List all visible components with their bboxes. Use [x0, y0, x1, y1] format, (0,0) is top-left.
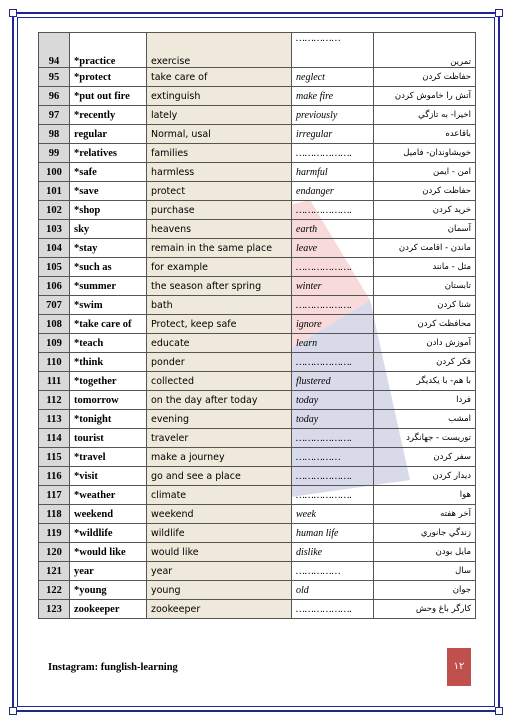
row-persian: اخيرا- به تازگي: [374, 106, 476, 125]
row-persian: خريد کردن: [374, 201, 476, 220]
row-word: *wildlife: [70, 524, 147, 543]
row-word: *visit: [70, 467, 147, 486]
row-word: *swim: [70, 296, 147, 315]
row-word: *take care of: [70, 315, 147, 334]
row-persian: تمرين: [374, 33, 476, 68]
row-number: 97: [39, 106, 70, 125]
row-antonym: make fire: [292, 87, 374, 106]
row-word: *safe: [70, 163, 147, 182]
row-synonym: weekend: [147, 505, 292, 524]
row-persian: سال: [374, 562, 476, 581]
table-row: [39, 315, 476, 334]
row-persian: هوا: [374, 486, 476, 505]
table-row: [39, 543, 476, 562]
row-synonym: young: [147, 581, 292, 600]
row-antonym: ……………: [292, 448, 374, 467]
instagram-handle: Instagram: funglish-learning: [48, 662, 178, 673]
row-persian: زندگي جانوري: [374, 524, 476, 543]
row-persian: مايل بودن: [374, 543, 476, 562]
row-number: 95: [39, 68, 70, 87]
row-antonym: ……………….: [292, 467, 374, 486]
row-number: 99: [39, 144, 70, 163]
row-number: 115: [39, 448, 70, 467]
table-row: [39, 33, 476, 68]
row-number: 118: [39, 505, 70, 524]
row-synonym: would like: [147, 543, 292, 562]
row-synonym: year: [147, 562, 292, 581]
table-row: [39, 201, 476, 220]
table-row: [39, 68, 476, 87]
row-word: *practice: [70, 33, 147, 68]
row-word: *protect: [70, 68, 147, 87]
row-antonym: ……………….: [292, 429, 374, 448]
row-persian: مثل - مانند: [374, 258, 476, 277]
row-persian: فکر کردن: [374, 353, 476, 372]
row-word: *save: [70, 182, 147, 201]
row-word: *put out fire: [70, 87, 147, 106]
row-number: 121: [39, 562, 70, 581]
frame-corner: [495, 9, 503, 17]
row-persian: ماندن - اقامت کردن: [374, 239, 476, 258]
row-antonym: ……………….: [292, 296, 374, 315]
table-row: [39, 296, 476, 315]
row-number: 707: [39, 296, 70, 315]
table-row: [39, 486, 476, 505]
row-number: 119: [39, 524, 70, 543]
row-synonym: harmless: [147, 163, 292, 182]
row-word: year: [70, 562, 147, 581]
row-antonym: today: [292, 391, 374, 410]
table-row: [39, 562, 476, 581]
row-synonym: take care of: [147, 68, 292, 87]
row-synonym: Protect, keep safe: [147, 315, 292, 334]
row-number: 101: [39, 182, 70, 201]
row-persian: جوان: [374, 581, 476, 600]
row-antonym: neglect: [292, 68, 374, 87]
row-word: tomorrow: [70, 391, 147, 410]
row-number: 108: [39, 315, 70, 334]
row-number: 117: [39, 486, 70, 505]
row-persian: شنا کردن: [374, 296, 476, 315]
row-antonym: ……………….: [292, 600, 374, 619]
row-synonym: zookeeper: [147, 600, 292, 619]
vocabulary-table: [38, 32, 476, 619]
row-number: 109: [39, 334, 70, 353]
table-row: [39, 87, 476, 106]
row-persian: آسمان: [374, 220, 476, 239]
row-synonym: lately: [147, 106, 292, 125]
frame-corner: [495, 707, 503, 715]
row-synonym: climate: [147, 486, 292, 505]
row-number: 96: [39, 87, 70, 106]
table-row: [39, 429, 476, 448]
row-persian: توريست - جهانگرد: [374, 429, 476, 448]
row-number: 114: [39, 429, 70, 448]
row-number: 104: [39, 239, 70, 258]
row-synonym: Normal, usal: [147, 125, 292, 144]
table-row: [39, 353, 476, 372]
row-antonym: ignore: [292, 315, 374, 334]
row-antonym: harmful: [292, 163, 374, 182]
row-antonym: week: [292, 505, 374, 524]
table-row: [39, 334, 476, 353]
table-row: [39, 220, 476, 239]
table-row: [39, 182, 476, 201]
frame-corner: [9, 707, 17, 715]
table-row: [39, 410, 476, 429]
table-row: [39, 125, 476, 144]
row-synonym: wildlife: [147, 524, 292, 543]
row-synonym: make a journey: [147, 448, 292, 467]
row-number: 103: [39, 220, 70, 239]
table-row: [39, 467, 476, 486]
row-synonym: extinguish: [147, 87, 292, 106]
row-antonym: ……………….: [292, 353, 374, 372]
row-word: *would like: [70, 543, 147, 562]
row-word: *stay: [70, 239, 147, 258]
row-synonym: bath: [147, 296, 292, 315]
row-number: 123: [39, 600, 70, 619]
row-synonym: protect: [147, 182, 292, 201]
row-antonym: winter: [292, 277, 374, 296]
row-synonym: remain in the same place: [147, 239, 292, 258]
table-row: [39, 391, 476, 410]
table-row: [39, 505, 476, 524]
row-persian: ديدار کردن: [374, 467, 476, 486]
table-row: [39, 258, 476, 277]
row-word: regular: [70, 125, 147, 144]
row-word: *think: [70, 353, 147, 372]
row-antonym: ……………….: [292, 144, 374, 163]
table-row: [39, 239, 476, 258]
row-word: weekend: [70, 505, 147, 524]
row-persian: آخر هفته: [374, 505, 476, 524]
row-word: *summer: [70, 277, 147, 296]
row-persian: حفاظت کردن: [374, 68, 476, 87]
row-persian: با هم- با يکديگر: [374, 372, 476, 391]
row-word: sky: [70, 220, 147, 239]
table-row: [39, 524, 476, 543]
row-synonym: heavens: [147, 220, 292, 239]
row-word: *weather: [70, 486, 147, 505]
row-word: *recently: [70, 106, 147, 125]
row-persian: فردا: [374, 391, 476, 410]
row-number: 98: [39, 125, 70, 144]
row-number: 116: [39, 467, 70, 486]
row-word: zookeeper: [70, 600, 147, 619]
row-persian: خويشاوندان- فاميل: [374, 144, 476, 163]
row-antonym: ……………: [292, 562, 374, 581]
row-word: *young: [70, 581, 147, 600]
row-synonym: families: [147, 144, 292, 163]
row-word: *teach: [70, 334, 147, 353]
row-word: *tonight: [70, 410, 147, 429]
row-word: *travel: [70, 448, 147, 467]
table-row: [39, 600, 476, 619]
table-row: [39, 163, 476, 182]
row-antonym: flustered: [292, 372, 374, 391]
row-persian: سفر کردن: [374, 448, 476, 467]
row-number: 112: [39, 391, 70, 410]
row-persian: کارگر باغ وحش: [374, 600, 476, 619]
row-word: tourist: [70, 429, 147, 448]
row-number: 110: [39, 353, 70, 372]
vocabulary-table-body: [39, 33, 476, 619]
row-number: 120: [39, 543, 70, 562]
row-antonym: ……………: [292, 33, 374, 68]
row-persian: باقاعده: [374, 125, 476, 144]
page-number: ١٢: [447, 648, 471, 686]
row-antonym: ……………….: [292, 258, 374, 277]
row-antonym: human life: [292, 524, 374, 543]
row-antonym: ……………….: [292, 201, 374, 220]
row-number: 100: [39, 163, 70, 182]
row-number: 106: [39, 277, 70, 296]
table-row: [39, 372, 476, 391]
row-synonym: collected: [147, 372, 292, 391]
row-synonym: on the day after today: [147, 391, 292, 410]
row-persian: امن - ايمن: [374, 163, 476, 182]
frame-corner: [9, 9, 17, 17]
row-persian: تابستان: [374, 277, 476, 296]
row-word: *such as: [70, 258, 147, 277]
row-antonym: earth: [292, 220, 374, 239]
table-row: [39, 144, 476, 163]
row-word: *shop: [70, 201, 147, 220]
row-antonym: previously: [292, 106, 374, 125]
row-synonym: exercise: [147, 33, 292, 68]
row-antonym: learn: [292, 334, 374, 353]
row-synonym: the season after spring: [147, 277, 292, 296]
row-synonym: ponder: [147, 353, 292, 372]
row-antonym: endanger: [292, 182, 374, 201]
row-number: 102: [39, 201, 70, 220]
row-antonym: ……………….: [292, 486, 374, 505]
table-row: [39, 277, 476, 296]
table-row: [39, 581, 476, 600]
row-persian: حفاظت کردن: [374, 182, 476, 201]
table-row: [39, 106, 476, 125]
row-number: 94: [39, 33, 70, 68]
row-synonym: educate: [147, 334, 292, 353]
row-synonym: traveler: [147, 429, 292, 448]
row-number: 122: [39, 581, 70, 600]
row-antonym: today: [292, 410, 374, 429]
row-number: 105: [39, 258, 70, 277]
row-antonym: old: [292, 581, 374, 600]
row-persian: امشب: [374, 410, 476, 429]
row-antonym: dislike: [292, 543, 374, 562]
row-antonym: irregular: [292, 125, 374, 144]
row-synonym: evening: [147, 410, 292, 429]
row-antonym: leave: [292, 239, 374, 258]
row-word: *together: [70, 372, 147, 391]
row-synonym: for example: [147, 258, 292, 277]
table-row: [39, 448, 476, 467]
row-synonym: purchase: [147, 201, 292, 220]
row-number: 113: [39, 410, 70, 429]
row-number: 111: [39, 372, 70, 391]
row-persian: آموزش دادن: [374, 334, 476, 353]
row-word: *relatives: [70, 144, 147, 163]
row-synonym: go and see a place: [147, 467, 292, 486]
row-persian: آتش را خاموش کردن: [374, 87, 476, 106]
row-persian: محافظت کردن: [374, 315, 476, 334]
